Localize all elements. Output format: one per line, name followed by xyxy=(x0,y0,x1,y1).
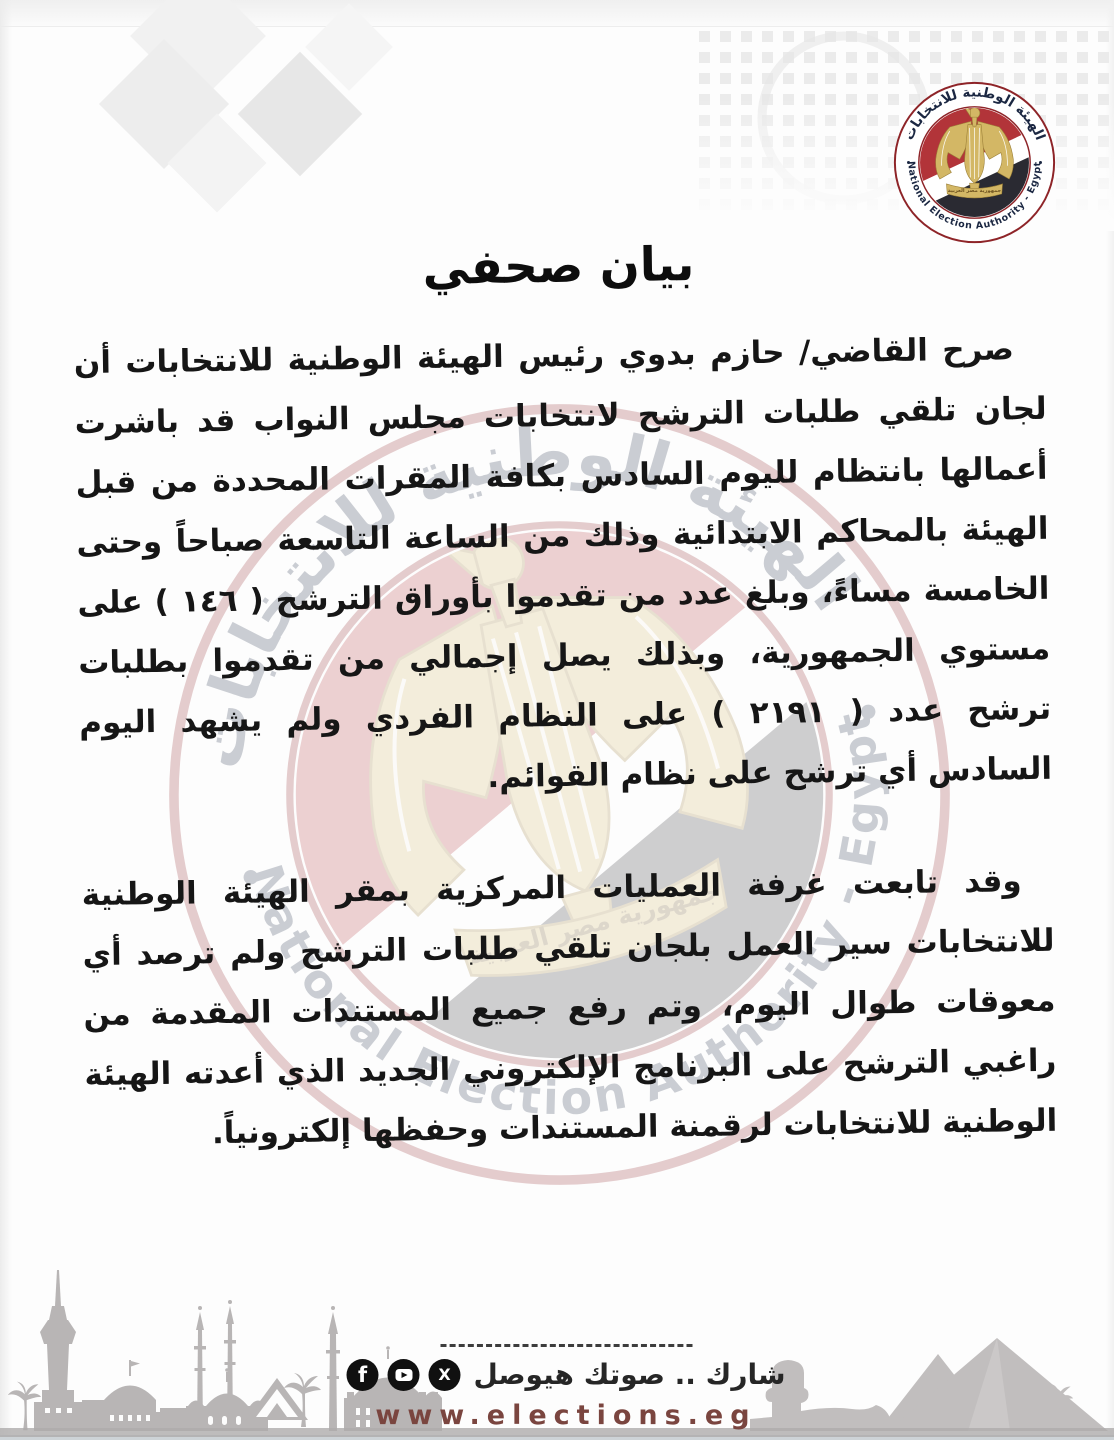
paragraph-2: وقد تابعت غرفة العمليات المركزية بمقر الهيئة الوطنية للانتخابات سير العمل بلجان تلقي طلبات الترشح ولم ترصد أي معوقات طوال اليوم، وتم رفع جميع المستندات المقدمة من راغبي الترشح على البرنامج الإلكتروني الجديد الذي أعدته الهيئة الوطنية للانتخابات لرقمنة المستندات وحفظها إلكترونياً. xyxy=(81,863,1058,1152)
youtube-play-icon xyxy=(395,1369,412,1381)
slogan-row xyxy=(347,1358,786,1391)
footer xyxy=(347,1344,786,1431)
website-url: www.elections.eg xyxy=(375,1400,757,1431)
photo-edge-left xyxy=(0,0,12,1440)
facebook-glyph: f xyxy=(357,1363,368,1387)
page-title: بيان صحفي xyxy=(422,236,695,297)
divider-dashed xyxy=(440,1344,692,1347)
footer-slogan: شارك .. صوتك هيوصل xyxy=(473,1358,786,1391)
facebook-icon xyxy=(347,1359,379,1391)
document-body xyxy=(72,227,1058,1165)
youtube-icon xyxy=(388,1359,420,1391)
paragraph-1: صرح القاضي/ حازم بدوي رئيس الهيئة الوطنية للانتخابات أن لجان تلقي طلبات الترشح لانتخابات مجلس النواب قد باشرت أعمالها بانتظام لليوم السادس بكافة المقرات المحددة من قبل الهيئة بالمحاكم الابتدائية وذلك من الساعة التاسعة صباحاً وحتى الخامسة مساءً، وبلغ عدد من تقدموا بأوراق الترشح ( ١٤٦ ) على مستوي الجمهورية، وبذلك يصل إجمالي من تقدموا بطلبات ترشح عدد ( ٢١٩١ ) على النظام الفردي ولم يشهد اليوم السادس أي ترشح على نظام القوائم. xyxy=(73,331,1053,796)
x-icon xyxy=(429,1359,461,1391)
authority-logo xyxy=(892,80,1057,245)
x-glyph: X xyxy=(438,1364,451,1384)
